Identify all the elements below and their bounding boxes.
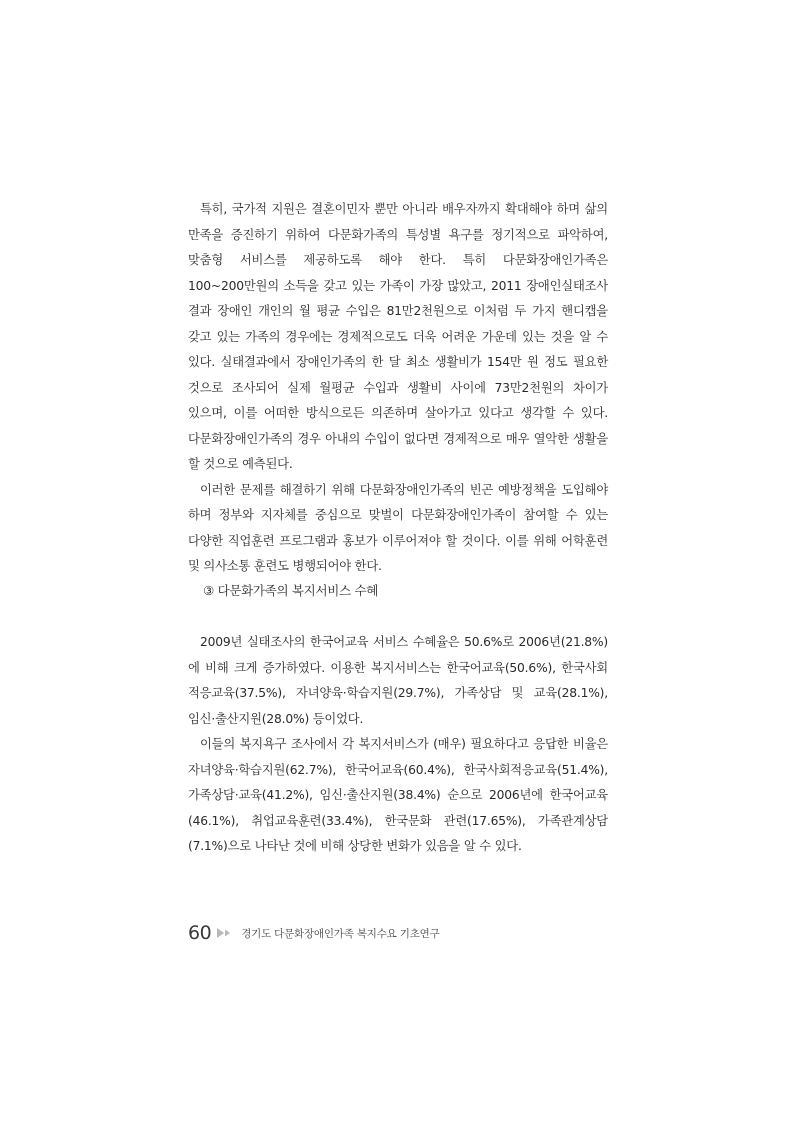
section-heading: ③ 다문화가족의 복지서비스 수혜	[203, 583, 379, 598]
paragraph-1: 특히, 국가적 지원은 결혼이민자 뿐만 아니라 배우자까지 확대해야 하며 삶의 만족을 증진하기 위하여 다문화가족의 특성별 욕구를 정기적으로 파악하여, 맞춤형 서비스를 제공하도록 해야 한다. 특히 다문화장애인가족은 100~200만원의 소득을 갖고 있는 가족이 가장 많았고, 2011 장애인실태조사 결과 장애인 개인의 월 평균 수입은 81만2천원으로 이처럼 두 가지 핸디캡을 갖고 있는 가족의 경우에는 경제적으로도 더욱 어려운 가운데 있는 것을 알 수 있다. 실태결과에서 장애인가족의 한 달 최소 생활비가 154만 원 정도 필요한 것으로 조사되어 실제 월평균 수입과 생활비 사이에 73만2천원의 차이가 있으며, 이를 어떠한 방식으로든 의존하며 살아가고 있다고 생각할 수 있다. 다문화장애인가족의 경우 아내의 수입이 없다면 경제적으로 매우 열악한 생활을 할 것으로 예측된다.	[188, 202, 608, 471]
double-triangle-right-icon	[217, 928, 233, 938]
paragraph-4: 이들의 복지욕구 조사에서 각 복지서비스가 (매우) 필요하다고 응답한 비율은 자녀양육·학습지원(62.7%), 한국어교육(60.4%), 한국사회적응교육(51.4%), 가족상담·교육(41.2%), 임신·출산지원(38.4%) 순으로 2006년에 한국어교육(46.1%), 취업교육훈련(33.4%), 한국문화 관련(17.65%), 가족관계상담(7.1%)으로 나타난 것에 비해 상당한 변화가 있음을 알 수 있다.	[188, 737, 608, 853]
paragraph-3: 2009년 실태조사의 한국어교육 서비스 수혜율은 50.6%로 2006년(21.8%)에 비해 크게 증가하였다. 이용한 복지서비스는 한국어교육(50.6%), 한국사회 적응교육(37.5%), 자녀양육·학습지원(29.7%), 가족상담 및 교육(28.1%), 임신·출산지원(28.0%) 등이었다.	[188, 635, 608, 726]
paragraph-2: 이러한 문제를 해결하기 위해 다문화장애인가족의 빈곤 예방정책을 도입해야 하며 정부와 지자체를 중심으로 맞벌이 다문화장애인가족이 참여할 수 있는 다양한 직업훈련 프로그램과 홍보가 이루어져야 할 것이다. 이를 위해 어학훈련 및 의사소통 훈련도 병행되어야 한다.	[188, 482, 608, 573]
running-title: 경기도 다문화장애인가족 복지수요 기초연구	[241, 927, 440, 940]
page-number: 60	[188, 922, 212, 944]
body-text-upper	[188, 197, 608, 580]
body-text-lower	[188, 630, 608, 860]
page-footer	[188, 920, 440, 946]
